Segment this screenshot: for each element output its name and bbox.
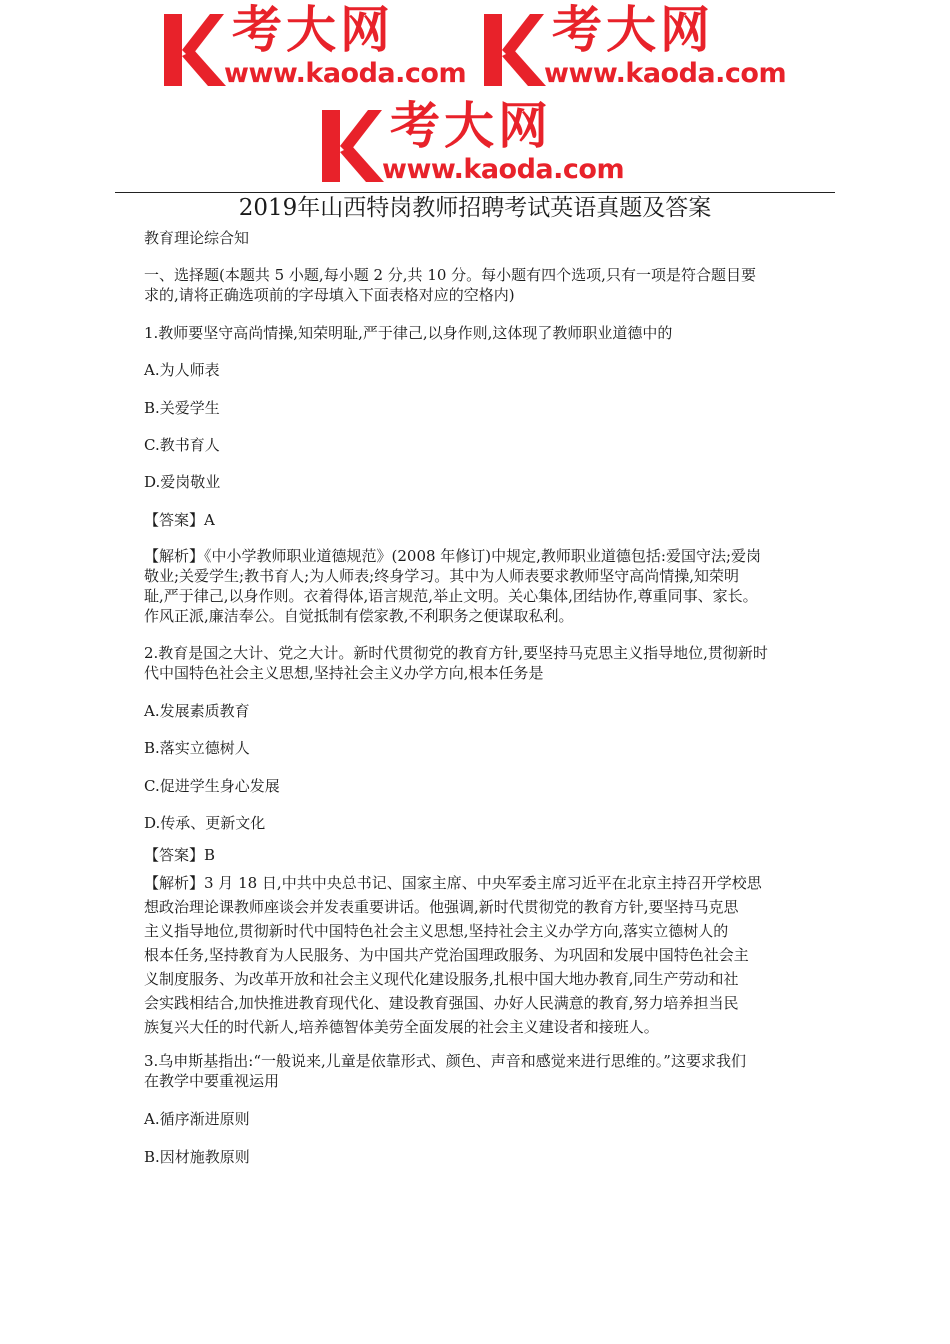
analysis-line: 族复兴大任的时代新人,培养德智体美劳全面发展的社会主义建设者和接班人。 xyxy=(144,1018,659,1036)
analysis-line: 耻,严于律己,以身作则。衣着得体,语言规范,举止文明。关心集体,团结协作,尊重同事、家长。 xyxy=(144,587,758,605)
option-b: B.关爱学生 xyxy=(144,399,220,417)
instruction-line: 一、选择题(本题共 5 小题,每小题 2 分,共 10 分。每小题有四个选项,只有一项是符合题目要 xyxy=(144,266,756,284)
logo-brand-text: 考大网 xyxy=(552,1,714,59)
k-logo-icon xyxy=(160,10,226,86)
logo-url-text: www.kaoda.com xyxy=(224,58,467,89)
analysis-line: 主义指导地位,贯彻新时代中国特色社会主义思想,坚持社会主义办学方向,落实立德树人的 xyxy=(144,922,729,940)
k-logo-icon xyxy=(318,106,384,182)
option-a: A.发展素质教育 xyxy=(144,702,250,720)
question-stem: 2.教育是国之大计、党之大计。新时代贯彻党的教育方针,要坚持马克思主义指导地位,贯彻新时 xyxy=(144,644,768,662)
option-d: D.传承、更新文化 xyxy=(144,814,266,832)
kaoda-logo xyxy=(318,97,638,186)
option-a: A.为人师表 xyxy=(144,361,220,379)
analysis-line: 会实践相结合,加快推进教育现代化、建设教育强国、办好人民满意的教育,努力培养担当民 xyxy=(144,994,739,1012)
option-a: A.循序渐进原则 xyxy=(144,1110,250,1128)
analysis-line: 敬业;关爱学生;教书育人;为人师表;终身学习。其中为人师表要求教师坚守高尚情操,知荣明 xyxy=(144,567,739,585)
document-title: 2019年山西特岗教师招聘考试英语真题及答案 xyxy=(238,195,712,221)
logo-brand-text: 考大网 xyxy=(390,97,552,155)
analysis-line: 作风正派,廉洁奉公。自觉抵制有偿家教,不利职务之便谋取私利。 xyxy=(144,607,574,625)
analysis-line: 【解析】3 月 18 日,中共中央总书记、国家主席、中央军委主席习近平在北京主持召开学校思 xyxy=(144,874,762,892)
analysis-line: 义制度服务、为改革开放和社会主义现代化建设服务,扎根中国大地办教育,同生产劳动和社 xyxy=(144,970,739,988)
option-c: C.教书育人 xyxy=(144,436,220,454)
logo-brand-text: 考大网 xyxy=(232,1,394,59)
option-b: B.落实立德树人 xyxy=(144,739,250,757)
analysis-line: 根本任务,坚持教育为人民服务、为中国共产党治国理政服务、为巩固和发展中国特色社会主 xyxy=(144,946,749,964)
kaoda-logo xyxy=(160,1,480,90)
logo-url-text: www.kaoda.com xyxy=(544,58,787,89)
question-stem: 3.乌申斯基指出:“一般说来,儿童是依靠形式、颜色、声音和感觉来进行思维的。”这要求我们 xyxy=(144,1052,746,1070)
option-b: B.因材施教原则 xyxy=(144,1148,250,1166)
question-stem: 1.教师要坚守高尚情操,知荣明耻,严于律己,以身作则,这体现了教师职业道德中的 xyxy=(144,324,673,342)
k-logo-icon xyxy=(480,10,546,86)
question-stem: 代中国特色社会主义思想,坚持社会主义办学方向,根本任务是 xyxy=(144,664,544,682)
analysis-line: 想政治理论课教师座谈会并发表重要讲话。他强调,新时代贯彻党的教育方针,要坚持马克思 xyxy=(144,898,739,916)
instruction-line: 求的,请将正确选项前的字母填入下面表格对应的空格内) xyxy=(144,286,515,304)
answer-label: 【答案】A xyxy=(144,511,215,529)
kaoda-logo xyxy=(480,1,800,90)
option-d: D.爱岗敬业 xyxy=(144,473,221,491)
section-heading: 教育理论综合知 xyxy=(144,229,250,247)
analysis-line: 【解析】《中小学教师职业道德规范》(2008 年修订)中规定,教师职业道德包括:爱国守法;爱岗 xyxy=(144,547,762,565)
question-stem: 在教学中要重视运用 xyxy=(144,1072,280,1090)
logo-url-text: www.kaoda.com xyxy=(382,154,625,185)
answer-label: 【答案】B xyxy=(144,846,216,864)
option-c: C.促进学生身心发展 xyxy=(144,777,280,795)
